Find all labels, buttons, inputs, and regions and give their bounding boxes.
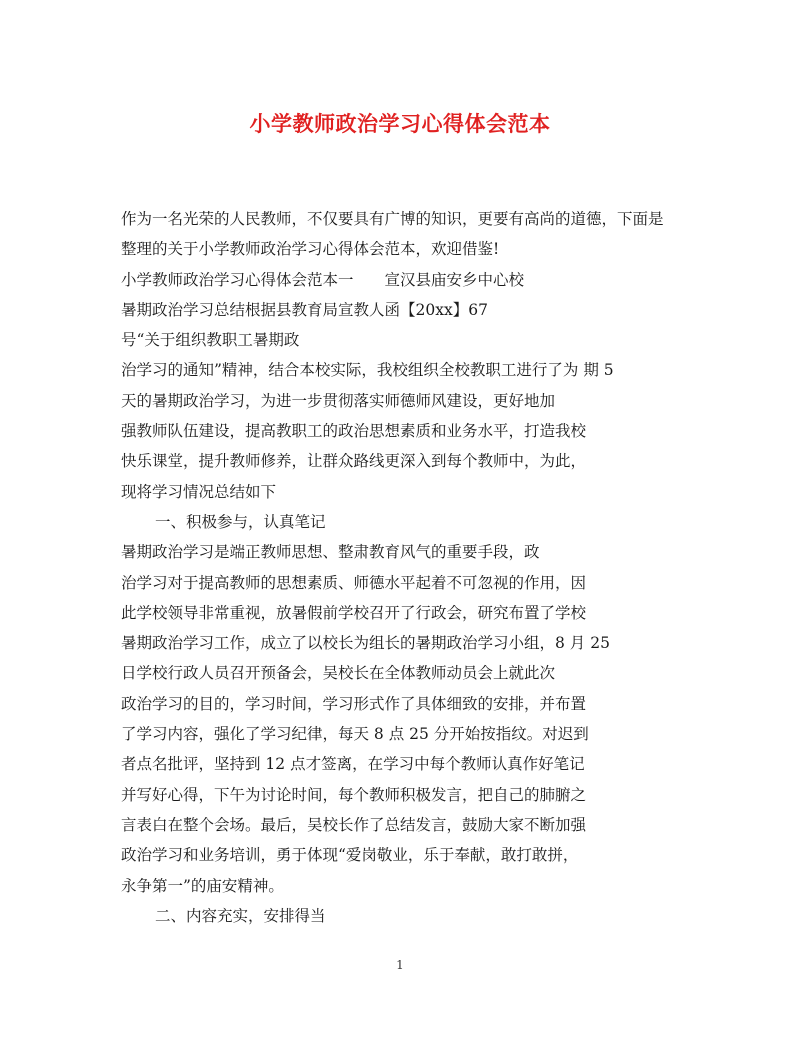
page-number: 1 xyxy=(396,958,404,972)
body-line: 快乐课堂，提升教师修养，让群众路线更深入到每个教师中，为此， xyxy=(121,452,587,471)
body-line: 暑期政治学习是端正教师思想、整肃教育风气的重要手段，政 xyxy=(121,543,540,562)
body-line: 整理的关于小学教师政治学习心得体会范本，欢迎借鉴! xyxy=(121,240,500,259)
body-line: 者点名批评，坚持到 12 点才签离，在学习中每个教师认真作好笔记 xyxy=(121,755,585,774)
body-line: 言表白在整个会场。最后，吴校长作了总结发言，鼓励大家不断加强 xyxy=(121,815,587,834)
body-line: 号“关于组织教职工暑期政 xyxy=(121,331,300,350)
body-line: 此学校领导非常重视，放暑假前学校召开了行政会，研究布置了学校 xyxy=(121,603,587,622)
body-line: 现将学习情况总结如下 xyxy=(121,482,277,501)
body-line: 治学习对于提高教师的思想素质、师德水平起着不可忽视的作用，因 xyxy=(121,573,587,592)
body-line: 并写好心得，下午为讨论时间，每个教师积极发言，把自己的肺腑之 xyxy=(121,785,587,804)
body-line: 日学校行政人员召开预备会，吴校长在全体教师动员会上就此次 xyxy=(121,664,556,683)
body-line: 小学教师政治学习心得体会范本一 宣汉县庙安乡中心校 xyxy=(121,270,525,289)
body-line: 强教师队伍建设，提高教职工的政治思想素质和业务水平，打造我校 xyxy=(121,422,587,441)
body-line: 天的暑期政治学习，为进一步贯彻落实师德师风建设，更好地加 xyxy=(121,391,556,410)
body-line: 暑期政治学习工作，成立了以校长为组长的暑期政治学习小组，8 月 25 xyxy=(121,634,610,653)
body-line: 政治学习的目的，学习时间，学习形式作了具体细致的安排，并布置 xyxy=(121,694,587,713)
body-line: 政治学习和业务培训，勇于体现“爱岗敬业，乐于奉献，敢打敢拼， xyxy=(121,846,579,865)
body-line: 暑期政治学习总结根据县教育局宣教人函【20xx】67 xyxy=(121,300,488,319)
body-line: 永争第一”的庙安精神。 xyxy=(121,876,284,895)
body-line: 治学习的通知”精神，结合本校实际，我校组织全校教职工进行了为 期 5 xyxy=(121,361,614,380)
section-heading: 二、内容充实，安排得当 xyxy=(155,906,326,925)
body-line: 作为一名光荣的人民教师，不仅要具有广博的知识，更要有高尚的道德，下面是 xyxy=(121,210,664,228)
body-line: 了学习内容，强化了学习纪律，每天 8 点 25 分开始按指纹。对迟到 xyxy=(121,725,589,744)
document-body xyxy=(121,204,701,931)
document-title: 小学教师政治学习心得体会范本 xyxy=(249,111,551,136)
section-heading: 一、积极参与，认真笔记 xyxy=(155,512,326,531)
